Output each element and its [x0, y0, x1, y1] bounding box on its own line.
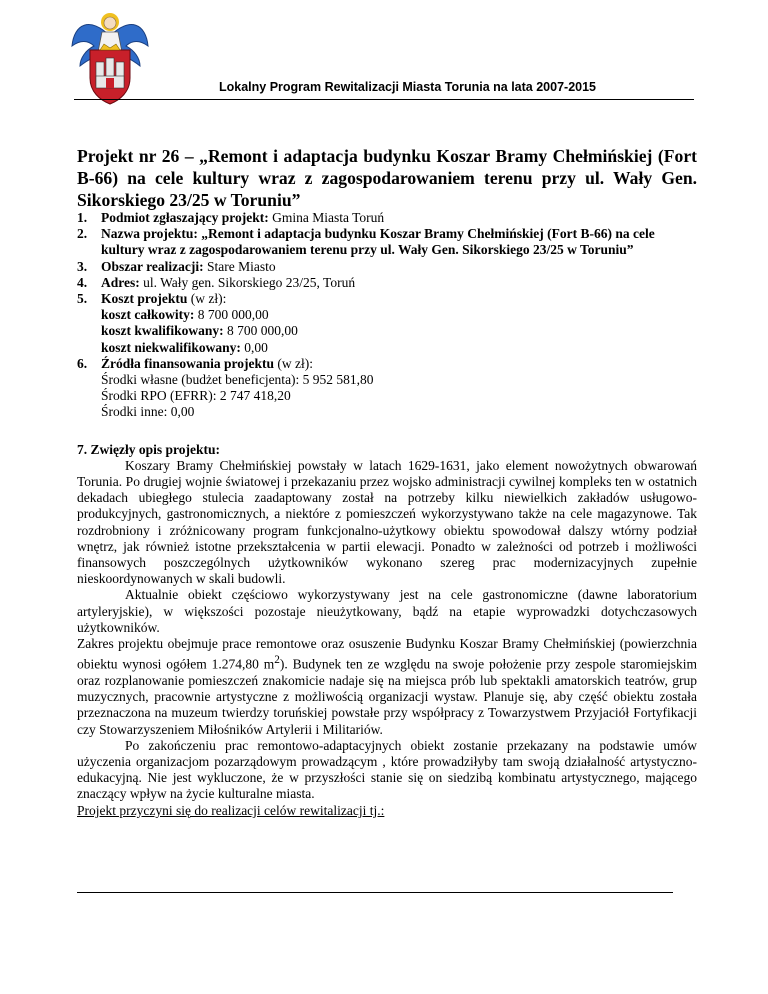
item-value: „Remont i adaptacja budynku Koszar Bramy Chełmińskiej (Fort B-66) na cele kultury wraz z zagospodarowaniem terenu przy ul. Wały Gen. Sikorskiego 23/25 w Toruniu”: [101, 226, 655, 258]
item-value: Stare Miasto: [203, 258, 276, 274]
item-label: Adres:: [101, 274, 140, 290]
item-label: Źródła finansowania projektu: [101, 355, 275, 371]
item-number: 3.: [77, 258, 88, 274]
description-paragraph: [77, 636, 697, 738]
cost-label: koszt całkowity:: [101, 307, 195, 323]
description-paragraph: Po zakończeniu prac remontowo-adaptacyjnych obiekt zostanie przekazany na podstawie umów użyczenia organizacjom pozarządowym prowadzącym , które prowadziłyby tam swoją działalność artystyczno-edukacyjną. Nie jest wykluczone, że w przyszłości stanie się on siedzibą kombinatu artystycznego, mającego znaczący wpływ na życie kulturalne miasta.: [77, 737, 697, 802]
list-item: [77, 275, 697, 291]
cost-line: [101, 340, 697, 356]
funding-source: Środki własne (budżet beneficjenta): 5 952 581,80: [101, 372, 374, 388]
funding-source: Środki RPO (EFRR): 2 747 418,20: [101, 388, 291, 404]
goals-intro: Projekt przyczyni się do realizacji celów rewitalizacji tj.:: [77, 802, 385, 818]
project-title: Projekt nr 26 – „Remont i adaptacja budynku Koszar Bramy Chełmińskiej (Fort B-66) na cele kultury wraz z zagospodarowaniem terenu przy ul. Wały Gen. Sikorskiego 23/25 w Toruniu”: [77, 146, 697, 210]
paragraph-text: Zakres projektu obejmuje prace remontowe oraz osuszenie Budynku Koszar Bramy Chełmińskiej (powierzchnia obiektu wynosi ogółem 1.274,80 m: [77, 636, 697, 672]
description-paragraph: Koszary Bramy Chełmińskiej powstały w latach 1629-1631, jako element nowożytnych obwarowań Torunia. Po drugiej wojnie światowej i przekazaniu przez wojsko administracji cywilnej kompleks ten w ostatnich dekadach ubiegłego stulecia zaadaptowany został na potrzeby kilku niewielkich zakładów usługowo-produkcyjnych, gastronomicznych, a niektóre z pomieszczeń wykorzystywano także na cele magazynowe. Tak rozdrobniony i zróżnicowany program funkcjonalno-użytkowy obiektu spowodował dalszy wtórny podział wnętrz, jak również istotne przekształcenia w partii elewacji. Ponadto w zależności od potrzeb i możliwości finansowych poszczególnych użytkowników wykonano szereg prac modernizacyjnych zupełnie nieskoordynowanych w skali budowli.: [77, 457, 697, 587]
cost-value: 8 700 000,00: [194, 307, 269, 323]
document-body: [77, 210, 697, 819]
item-number: 1.: [77, 210, 88, 225]
item-number: 4.: [77, 274, 88, 290]
paragraph-text: ). Budynek ten ze względu na swoje położenie przy zespole staromiejskim oraz rozplanowanie pomieszczeń znakomicie nadaje się na miejsca prób lub spektakli amatorskich teatrów, grup muzycznych, pracownie artystyczne z możliwością organizacji wystaw. Planuje się, aby część obiektu została przeznaczona na muzeum twierdzy toruńskiej powstałe przy współpracy z Towarzystwem Przyjaciół Fortyfikacji czy Stowarzyszeniem Miłośników Artylerii i Militariów.: [77, 656, 697, 737]
item-value: Gmina Miasta Toruń: [268, 210, 385, 225]
cost-value: 8 700 000,00: [223, 323, 298, 339]
item-label: Koszt projektu: [101, 291, 188, 307]
header-divider: [74, 99, 694, 100]
info-list: [77, 210, 697, 421]
cost-line: [101, 307, 697, 323]
list-item: [77, 226, 697, 258]
item-value: (w zł):: [274, 355, 314, 371]
item-number: 6.: [77, 355, 88, 371]
item-label: Obszar realizacji:: [101, 258, 204, 274]
item-label: Podmiot zgłaszający projekt:: [101, 210, 269, 225]
superscript: 2: [274, 654, 280, 667]
torun-coat-of-arms-icon: [70, 6, 150, 106]
footer-divider: [77, 892, 673, 893]
header-title: Lokalny Program Rewitalizacji Miasta Torunia na lata 2007-2015: [219, 80, 596, 94]
list-item: [77, 210, 697, 226]
item-value: (w zł):: [187, 291, 227, 307]
cost-line: [101, 323, 697, 339]
funding-source: Środki inne: 0,00: [101, 404, 195, 420]
item-number: 2.: [77, 226, 88, 242]
description-heading: 7. Zwięzły opis projektu:: [77, 441, 221, 457]
cost-label: koszt niekwalifikowany:: [101, 339, 241, 355]
description-paragraph: Aktualnie obiekt częściowo wykorzystywany jest na cele gastronomiczne (dawne laboratorium artyleryjskie), w większości pozostaje nieużytkowany, bądź na etapie wyprowadzki dotychczasowych użytkowników.: [77, 587, 697, 635]
list-item: [77, 356, 697, 421]
list-item: [77, 259, 697, 275]
item-value: ul. Wały gen. Sikorskiego 23/25, Toruń: [139, 274, 356, 290]
item-number: 5.: [77, 291, 88, 307]
list-item: [77, 291, 697, 356]
cost-label: koszt kwalifikowany:: [101, 323, 224, 339]
item-label: Nazwa projektu:: [101, 226, 198, 242]
cost-value: 0,00: [240, 339, 268, 355]
